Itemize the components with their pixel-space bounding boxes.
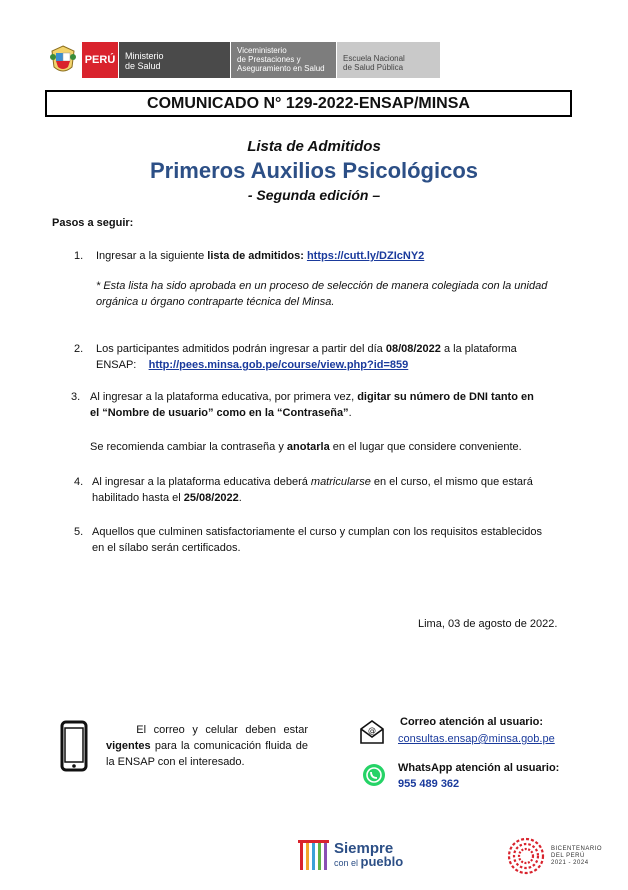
vice-line3: Aseguramiento en Salud xyxy=(237,64,325,73)
step-1-note-line1: * Esta lista ha sido aprobada en un proceso de selección de manera colegiada con la unidad xyxy=(96,280,548,292)
step-3-line1-bold: digitar su número de DNI tanto en xyxy=(357,391,534,403)
step-5-line2: en el sílabo serán certificados. xyxy=(92,542,241,554)
whatsapp-number[interactable]: 955 489 362 xyxy=(398,778,460,790)
step-2-line1-pre: Los participantes admitidos podrán ingresar a partir del día xyxy=(96,343,386,355)
header-logos xyxy=(48,42,440,78)
step-3-recommendation xyxy=(90,439,576,455)
escuela-line2: de Salud Pública xyxy=(343,63,404,72)
siempre-logo-icon xyxy=(298,838,330,874)
con-el-word: con el xyxy=(334,858,359,868)
step-1-pre: Ingresar a la siguiente xyxy=(96,250,208,262)
whatsapp-label: WhatsApp atención al usuario: xyxy=(398,762,560,774)
bicent-line1: BICENTENARIO xyxy=(551,845,603,852)
escuela-line1: Escuela Nacional xyxy=(343,54,405,63)
step-3-line1-pre: Al ingresar a la plataforma educativa, por primera vez, xyxy=(90,391,358,403)
bicentenario-logo-icon xyxy=(506,836,546,876)
rec-post: en el lugar que considere conveniente. xyxy=(329,441,522,453)
bicentenario-logo xyxy=(506,836,602,876)
escuela-badge xyxy=(336,42,440,78)
step-1-bold: lista de admitidos: xyxy=(207,250,304,262)
step-3-line2-bold: el “Nombre de usuario” como en la “Contraseña” xyxy=(90,407,349,419)
step-1-note xyxy=(96,278,576,310)
step-3-text xyxy=(90,389,576,421)
svg-text:@: @ xyxy=(368,726,376,735)
vice-line1: Viceministerio xyxy=(237,46,287,55)
step-4-line1-post: en el curso, el mismo que estará xyxy=(370,476,533,488)
contact-pre: El correo y celular deben estar xyxy=(136,724,308,736)
step-4-date: 25/08/2022 xyxy=(183,492,239,504)
whatsapp-icon xyxy=(362,763,386,792)
step-4-text xyxy=(92,474,576,506)
siempre-con-el-pueblo-logo xyxy=(298,838,403,874)
peru-badge: PERÚ xyxy=(82,42,118,78)
step-5-line1: Aquellos que culminen satisfactoriamente el curso y cumplan con los requisitos establecidos xyxy=(92,526,543,538)
bicent-line3: 2021 - 2024 xyxy=(551,859,589,866)
ministerio-line1: Ministerio xyxy=(125,51,164,61)
step-5-text xyxy=(92,524,576,556)
coat-of-arms-icon xyxy=(48,42,78,78)
step-2-line1-post: a la plataforma xyxy=(440,343,517,355)
pueblo-word: pueblo xyxy=(360,854,404,869)
steps-heading: Pasos a seguir: xyxy=(52,217,134,229)
step-5-number: 5. xyxy=(74,526,84,538)
ministerio-line2: de Salud xyxy=(125,61,161,71)
step-2-line2-pre: ENSAP: xyxy=(96,359,137,371)
lista-title: Lista de Admitidos xyxy=(247,138,381,155)
step-2-date: 08/08/2022 xyxy=(385,343,441,355)
step-4-line2-pre: habilitado hasta el xyxy=(92,492,184,504)
siempre-word: Siempre xyxy=(334,840,394,857)
mail-icon xyxy=(358,718,386,751)
edition-subtitle: - Segunda edición – xyxy=(247,187,381,203)
step-1-note-line2: orgánica u órgano contraparte técnica del Minsa. xyxy=(96,296,335,308)
contact-notice xyxy=(106,722,308,770)
step-3-line2-post: . xyxy=(348,407,352,419)
step-3-number: 3. xyxy=(71,391,81,403)
step-1-text xyxy=(96,248,576,264)
course-title: Primeros Auxilios Psicológicos xyxy=(149,158,479,183)
bicent-line2: DEL PERÚ xyxy=(551,852,585,859)
step-1-number: 1. xyxy=(74,250,84,262)
step-4-line2-post: . xyxy=(238,492,242,504)
vice-line2: de Prestaciones y xyxy=(237,55,301,64)
mail-link[interactable]: consultas.ensap@minsa.gob.pe xyxy=(398,733,555,745)
viceministerio-badge xyxy=(230,42,336,78)
platform-link[interactable]: http://pees.minsa.gob.pe/course/view.php?id=859 xyxy=(148,359,409,371)
rec-bold: anotarla xyxy=(286,441,330,453)
ministerio-badge xyxy=(118,42,230,78)
rec-pre: Se recomienda cambiar la contraseña y xyxy=(90,441,287,453)
comunicado-title: COMUNICADO N° 129-2022-ENSAP/MINSA xyxy=(45,90,572,117)
mail-label: Correo atención al usuario: xyxy=(400,716,544,728)
step-2-text xyxy=(96,341,576,373)
contact-post: de la ENSAP con el interesado. xyxy=(106,740,308,768)
document-date: Lima, 03 de agosto de 2022. xyxy=(418,618,558,630)
step-4-italic: matricularse xyxy=(310,476,371,488)
step-4-line1-pre: Al ingresar a la plataforma educativa deberá xyxy=(92,476,311,488)
contact-bold: vigentes xyxy=(106,740,151,752)
step-4-number: 4. xyxy=(74,476,84,488)
mobile-phone-icon xyxy=(60,720,88,777)
admitidos-link[interactable]: https://cutt.ly/DZIcNY2 xyxy=(306,250,425,262)
step-2-number: 2. xyxy=(74,343,84,355)
contact-mid: para la comunicación fluida xyxy=(150,740,292,752)
